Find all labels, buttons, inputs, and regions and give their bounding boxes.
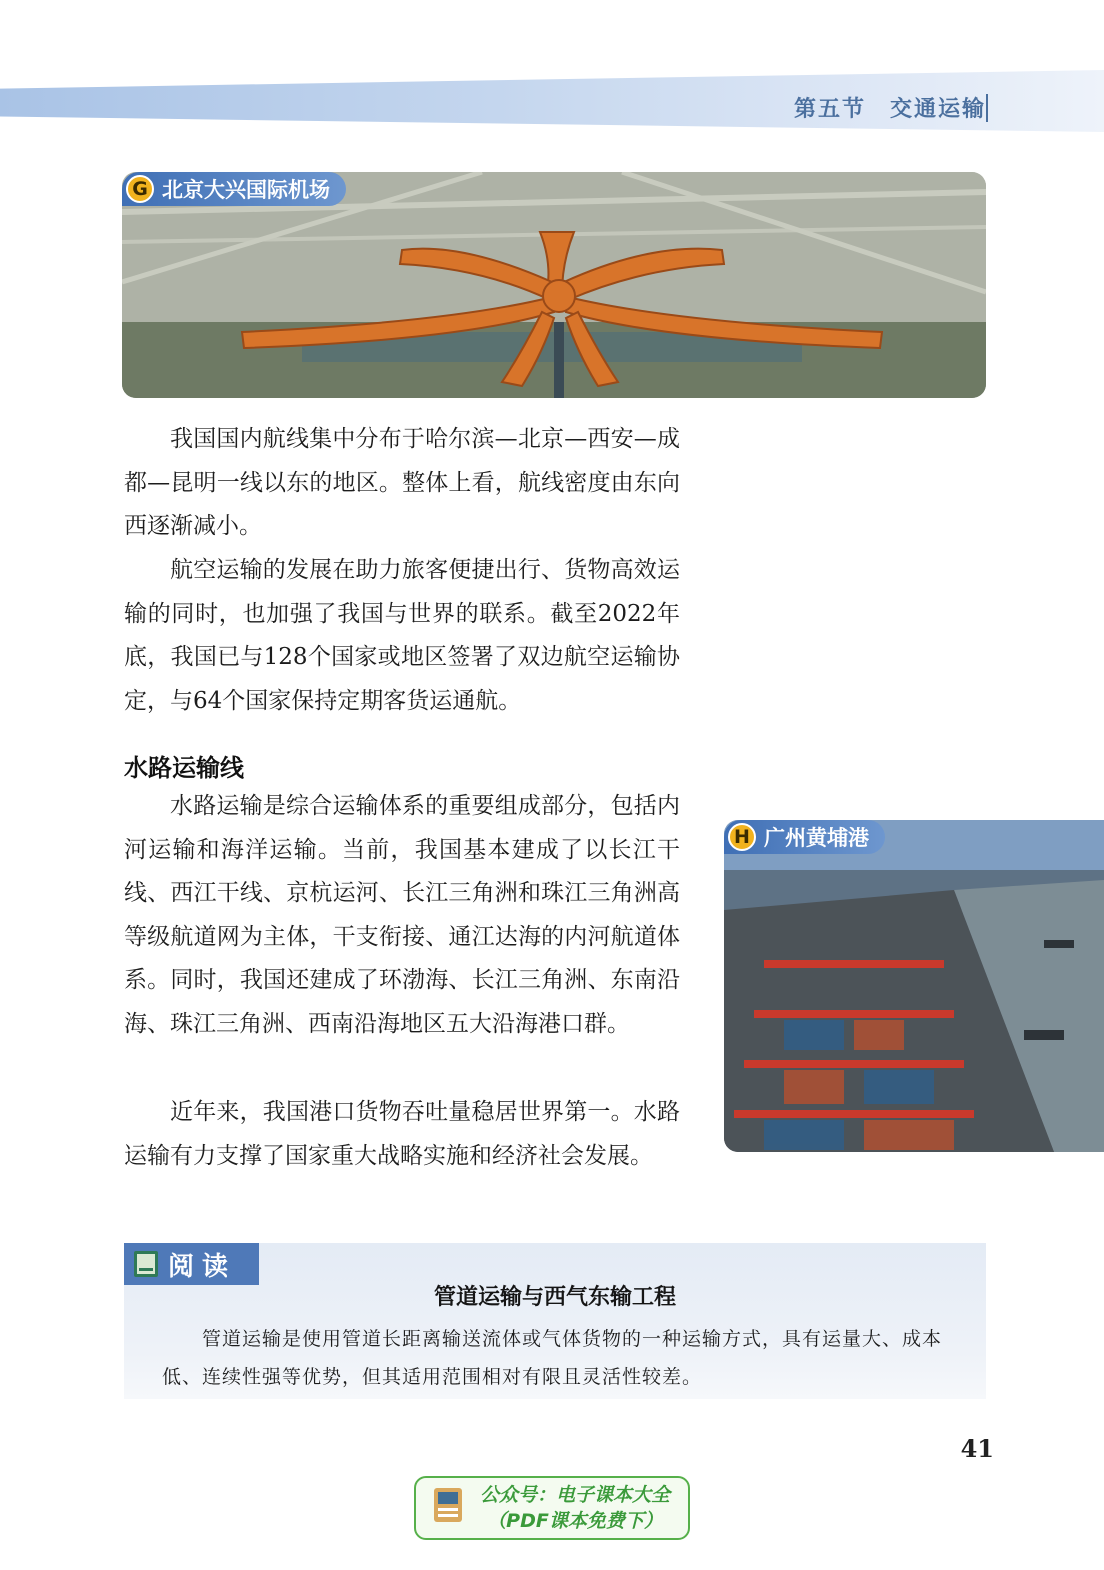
textbook-logo-icon	[430, 1486, 466, 1530]
watermark-text	[480, 1482, 670, 1534]
paragraph-air-development: 航空运输的发展在助力旅客便捷出行、货物高效运输的同时，也加强了我国与世界的联系。截至2022年底，我国已与128个国家或地区签署了双边航空运输协定，与64个国家保持定期客货运通航。	[124, 557, 680, 714]
reading-title: 管道运输与西气东输工程	[433, 1285, 676, 1310]
airport-caption-tab	[122, 172, 346, 206]
watermark-line-2: （PDF课本免费下）	[487, 1510, 663, 1532]
caption-letter-g: G	[126, 175, 154, 203]
reading-text: 管道运输是使用管道长距离输送流体或气体货物的一种运输方式，具有运量大、成本低、连续性强等优势，但其适用范围相对有限且灵活性较差。	[162, 1328, 943, 1388]
airport-photo	[122, 172, 986, 398]
paragraph-waterway: 水路运输是综合运输体系的重要组成部分，包括内河运输和海洋运输。当前，我国基本建成了以长江干线、西江干线、京杭运河、长江三角洲和珠江三角洲高等级航道网为主体，干支衔接、通江达海的内河航道体系。同时，我国还建成了环渤海、长江三角洲、东南沿海、珠江三角洲、西南沿海地区五大沿海港口群。	[124, 793, 680, 1037]
watermark-badge	[414, 1476, 690, 1540]
reading-tag	[124, 1243, 259, 1285]
port-caption: 广州黄埔港	[764, 826, 869, 850]
caption-letter-h: H	[728, 823, 756, 851]
page-number: 41	[960, 1434, 994, 1463]
port-photo	[724, 820, 1104, 1152]
airport-caption: 北京大兴国际机场	[162, 178, 330, 202]
book-icon	[134, 1251, 158, 1277]
port-caption-tab	[724, 820, 885, 854]
port-illustration	[724, 820, 1104, 1152]
section-heading-waterway: 水路运输线	[124, 754, 244, 782]
watermark-line-1: 公众号：电子课本大全	[480, 1484, 671, 1506]
section-title: 第五节 交通运输	[793, 97, 986, 122]
reading-tag-label: 阅读	[168, 1251, 237, 1282]
header-divider	[986, 94, 988, 122]
paragraph-port-throughput: 近年来，我国港口货物吞吐量稳居世界第一。水路运输有力支撑了国家重大战略实施和经济社会发展。	[124, 1099, 680, 1169]
paragraph-air-routes: 我国国内航线集中分布于哈尔滨—北京—西安—成都—昆明一线以东的地区。整体上看，航线密度由东向西逐渐减小。	[124, 426, 680, 539]
